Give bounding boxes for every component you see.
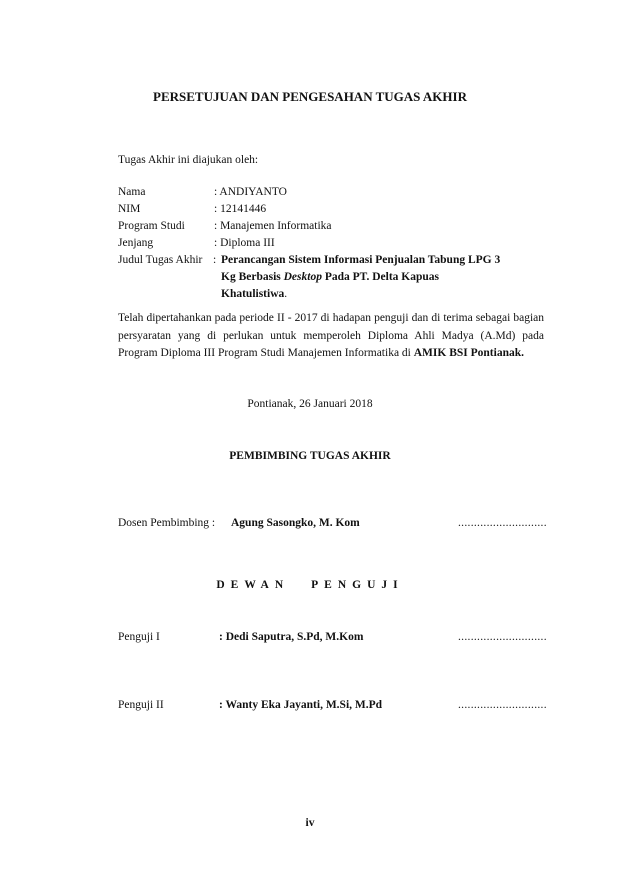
penguji-1-signature-dots: ............................ <box>458 631 547 643</box>
judul-label: Judul Tugas Akhir <box>118 254 203 266</box>
judul-line-2 <box>221 270 439 284</box>
nama-label: Nama <box>118 186 146 198</box>
pembimbing-label: Dosen Pembimbing : <box>118 517 216 529</box>
jenjang-value: : Diploma III <box>214 237 275 249</box>
intro-text: Tugas Akhir ini diajukan oleh: <box>118 154 259 166</box>
prodi-label: Program Studi <box>118 220 185 232</box>
pembimbing-name: Agung Sasongko, M. Kom <box>231 517 360 529</box>
judul-line-2-c: Pada PT. Delta Kapuas <box>321 271 440 283</box>
penguji-1-label: Penguji I <box>118 631 160 643</box>
nama-value: : ANDIYANTO <box>214 186 287 198</box>
penguji-1-name: : Dedi Saputra, S.Pd, M.Kom <box>219 631 364 643</box>
judul-line-2-a: Kg Berbasis <box>221 271 284 283</box>
judul-line-3-end: . <box>284 288 288 300</box>
penguji-word: PENGUJI <box>311 579 404 591</box>
judul-line-2-italic: Desktop <box>283 271 322 283</box>
judul-line-3 <box>221 287 287 301</box>
approval-paragraph <box>118 310 544 363</box>
judul-line-1: Perancangan Sistem Informasi Penjualan Tabung LPG 3 <box>221 254 501 266</box>
judul-colon: : <box>213 254 217 266</box>
pembimbing-signature-dots: ............................ <box>458 517 547 529</box>
page-title: PERSETUJUAN DAN PENGESAHAN TUGAS AKHIR <box>153 89 467 104</box>
page-number: iv <box>305 817 315 829</box>
penguji-2-name: : Wanty Eka Jayanti, M.Si, M.Pd <box>219 699 383 711</box>
prodi-value: : Manajemen Informatika <box>214 220 332 232</box>
jenjang-label: Jenjang <box>118 237 154 249</box>
date-line: Pontianak, 26 Januari 2018 <box>247 398 373 410</box>
penguji-2-signature-dots: ............................ <box>458 699 547 711</box>
nim-label: NIM <box>118 203 141 215</box>
judul-line-3-text: Khatulistiwa <box>221 288 285 300</box>
approval-paragraph-institution: AMIK BSI Pontianak. <box>413 347 524 359</box>
penguji-2-label: Penguji II <box>118 699 164 711</box>
dewan-penguji-heading <box>0 578 620 592</box>
pembimbing-heading: PEMBIMBING TUGAS AKHIR <box>229 450 391 462</box>
dewan-word: DEWAN <box>216 579 290 591</box>
approval-paragraph-text: Telah dipertahankan pada periode II - 2017 di hadapan penguji dan di terima sebagai bagian persyaratan yang di perlukan untuk memperoleh Diploma Ahli Madya (A.Md) pada Program Diploma III Program Studi Manajemen Informatika di <box>118 312 544 359</box>
nim-value: : 12141446 <box>214 203 267 215</box>
